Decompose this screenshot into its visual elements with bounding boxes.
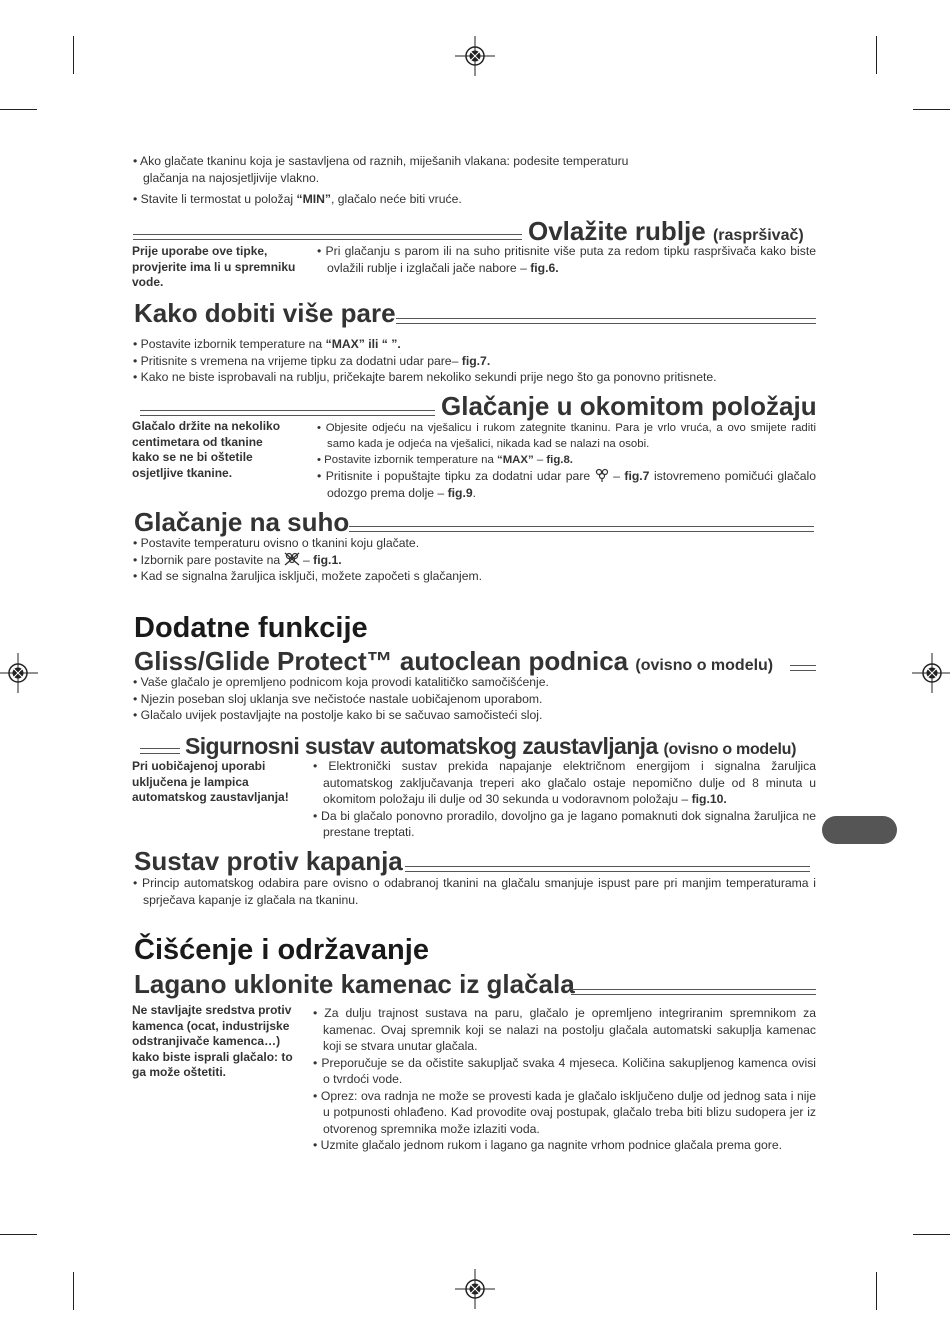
side-note: Ne stavljajte sredstva protiv kamenca (ocat, industrijske odstranjivače kamenca…) kako biste isprali glačalo: to ga može oštetiti.: [132, 1003, 293, 1079]
bullet: • Izbornik pare postavite na – fig.1.: [133, 552, 342, 567]
section-body: [317, 420, 816, 502]
section-title: Gliss/Glide Protect™ autoclean podnica (ovisno o modelu): [134, 646, 774, 676]
bullet: • Oprez: ova radnja ne može se provesti kada je glačalo isključeno dulje od jednog sata i nije u potpunosti ohlađeno. Kad provodite ovaj postupak, glačalo treba biti blizu sudopera jer iz otvorenog spremnika može izlaziti voda.: [313, 1088, 816, 1136]
section-title: Sigurnosni sustav automatskog zaustavljanja (ovisno o modelu): [185, 733, 797, 759]
section-rule: [396, 318, 816, 324]
registration-mark-icon: [0, 653, 38, 693]
side-note: Prije uporabe ove tipke, provjerite ima li u spremniku vode.: [132, 244, 296, 289]
crop-mark: [0, 109, 37, 110]
language-tab: [822, 816, 897, 844]
no-steam-icon: [284, 552, 300, 566]
bullet: • Glačalo uvijek postavljajte na postolje kako bi se sačuvao samočisteći sloj.: [133, 708, 543, 722]
registration-mark-icon: [455, 1269, 495, 1309]
section-rule: [133, 234, 522, 240]
bullet: • Kako ne biste isprobavali na rublju, pričekajte barem nekoliko sekundi prije nego što ga ponovno pritisnete.: [133, 370, 717, 384]
intro-bullets: [133, 153, 653, 208]
registration-mark-icon: [912, 653, 950, 693]
section-body: [133, 535, 823, 585]
section-title: Kako dobiti više pare: [134, 298, 396, 328]
section-rule: [140, 410, 435, 416]
chapter-heading: Čišćenje i održavanje: [134, 934, 429, 966]
section-title: Ovlažite rublje (raspršivač): [528, 216, 804, 246]
section-title: Glačanje na suho: [134, 507, 350, 537]
bullet: • Za dulju trajnost sustava na paru, glačalo je opremljeno integriranim spremnikom za kamenac. Ovaj spremnik koji se nalazi na postolju glačala automatski sakuplja kamenac koji se stvara unutar glačala.: [313, 1006, 816, 1053]
section-rule: [571, 989, 816, 995]
section-rule: [349, 526, 814, 532]
bullet: • Postavite izbornik temperature na “MAX” ili “ ”.: [133, 337, 401, 351]
crop-mark: [0, 1234, 37, 1235]
side-note: Glačalo držite na nekoliko centimetara od tkanine kako se ne bi oštetile osjetljive tkanine.: [132, 419, 281, 480]
bullet: • Elektronički sustav prekida napajanje električnom energijom i signalna žaruljica automatskog zaključavanja treperi ako glačalo ostaje nepomično dulje od 8 minuta u okomitom položaju ili dulje od 30 sekunda u vodoravnom položaju – fig.10.: [313, 759, 816, 806]
section-title: Glačanje u okomitom položaju: [441, 391, 817, 421]
bullet: • Vaše glačalo je opremljeno podnicom koja provodi katalitičko samočišćenje.: [133, 675, 549, 689]
section-title: Sustav protiv kapanja: [134, 846, 403, 876]
crop-mark: [913, 109, 950, 110]
chapter-heading: Dodatne funkcije: [134, 612, 368, 644]
side-note: Pri uobičajenoj uporabi uključena je lampica automatskog zaustavljanja!: [132, 759, 289, 804]
section-title: Lagano uklonite kamenac iz glačala: [134, 969, 575, 999]
bullet: • Pri glačanju s parom ili na suho pritisnite više puta za redom tipku raspršivača kako biste ovlažili rublje i izglačali jače nabore – fig.6.: [317, 244, 816, 275]
section-body: [133, 875, 816, 908]
registration-mark-icon: [455, 36, 495, 76]
bullet: • Pritisnite i popuštajte tipku za dodatni udar pare – fig.7 istovremeno pomičući glačalo odozgo prema dolje – fig.9.: [317, 469, 816, 500]
bullet: • Preporučuje se da očistite sakupljač svaka 4 mjeseca. Količina sakupljenog kamenca ovisi o tvrdoći vode.: [313, 1055, 816, 1086]
crop-mark: [913, 1234, 950, 1235]
section-rule: [140, 748, 180, 754]
section-body: [313, 758, 816, 841]
bullet: • Njezin poseban sloj uklanja sve nečistoće nastale uobičajenom uporabom.: [133, 691, 543, 706]
section-body: [317, 243, 816, 276]
intro-bullet: • Stavite li termostat u položaj “MIN”, glačalo neće biti vruće.: [133, 192, 462, 206]
bullet: • Da bi glačalo ponovno proradilo, dovoljno ga je lagano pomaknuti dok signalna žaruljica ne prestane treptati.: [313, 808, 816, 839]
section-body: [313, 1005, 816, 1154]
intro-bullet: • Ako glačate tkaninu koja je sastavljena od raznih, miješanih vlakana: podesite temperaturu glačanja na najosjetljivije vlakno.: [133, 154, 629, 185]
bullet: • Postavite temperaturu ovisno o tkanini koju glačate.: [133, 536, 420, 550]
crop-mark: [73, 1272, 74, 1310]
steam-shot-icon: [595, 468, 609, 482]
section-rule: [790, 665, 816, 671]
crop-mark: [876, 36, 877, 74]
bullet: • Objesite odjeću na vješalicu i rukom zategnite tkaninu. Para je vrlo vruća, a ovo smijete raditi samo kada je odjeća na vješalici, nikada kad se nalazi na osobi.: [317, 422, 816, 450]
bullet: • Pritisnite s vremena na vrijeme tipku za dodatni udar pare– fig.7.: [133, 353, 491, 368]
bullet: • Uzmite glačalo jednom rukom i lagano ga nagnite vrhom podnice glačala prema gore.: [313, 1138, 783, 1152]
crop-mark: [73, 36, 74, 74]
bullet: • Princip automatskog odabira pare ovisno o odabranoj tkanini na glačalu smanjuje ispust pare pri manjim temperaturama i sprječava kapanje iz glačala na tkaninu.: [133, 876, 816, 907]
bullet: • Postavite izbornik temperature na “MAX” – fig.8.: [317, 454, 573, 466]
section-body: [133, 336, 823, 386]
bullet: • Kad se signalna žaruljica isključi, možete započeti s glačanjem.: [133, 569, 483, 583]
crop-mark: [876, 1272, 877, 1310]
section-body: [133, 674, 823, 724]
section-rule: [405, 866, 810, 872]
